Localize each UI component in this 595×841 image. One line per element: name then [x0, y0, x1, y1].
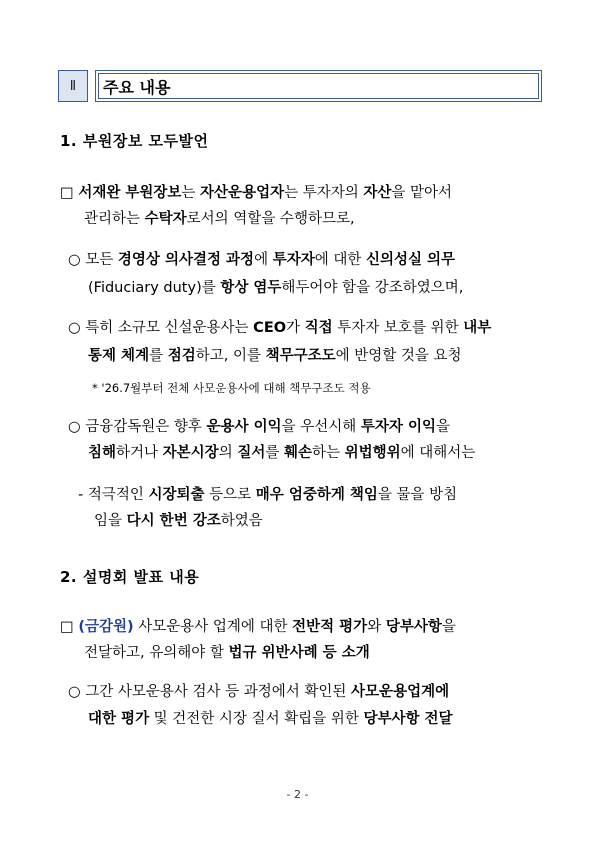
s2-p1-t1: (금감원)	[78, 619, 134, 635]
s1-p1-l2a: 관리하는	[84, 211, 145, 227]
s1-p1-t5: 자산	[363, 185, 392, 201]
s1-p4-l2b: 하거나	[116, 445, 163, 461]
s1-p3-t3: 가	[286, 320, 305, 336]
s1-p2-l2b: 항상 염두	[220, 280, 282, 296]
s1-p4-l2c: 자본시장	[162, 445, 219, 461]
s1-p2-t1: 모든	[85, 252, 118, 268]
s1-p4-t2: 운용사 이익	[206, 419, 282, 435]
s1-p5-l2b: 다시 한번 강조	[126, 513, 221, 529]
s1-p3-line2	[88, 341, 548, 371]
section-title: 주요 내용	[98, 73, 539, 99]
s1-p1-t1: 서재완 부원장보	[78, 185, 182, 201]
s1-p3-t6: 내부	[463, 320, 492, 336]
circle-bullet: ○	[68, 320, 81, 336]
page-number: - 2 -	[286, 788, 309, 801]
s2-p2	[68, 677, 548, 707]
s2-p2-line2	[88, 704, 548, 734]
s1-p5-t5: 을 물을 방침	[377, 487, 458, 503]
s1-p2-t5: 에 대한	[314, 252, 366, 268]
s1-p2	[68, 245, 548, 275]
s1-p4-l2j: 에 대해서는	[400, 445, 476, 461]
s1-p3-t4: 직접	[304, 320, 333, 336]
s2-p2-t1: 그간 사모운용사 검사 등 과정에서 확인된	[85, 684, 352, 700]
s1-p1-t2: 는	[181, 185, 201, 201]
s1-p5-t3: 등으로	[204, 487, 256, 503]
s1-p3-l2f: 에 반영할 것을 요청	[335, 348, 462, 364]
s1-p2-t2: 경영상 의사결정 과정	[117, 252, 255, 268]
s1-p1-t6: 을 맡아서	[391, 185, 453, 201]
s2-p1-t6: 을	[441, 619, 456, 635]
circle-bullet: ○	[68, 684, 81, 700]
s1-p4-line2	[88, 438, 548, 468]
s2-p1-l2a: 전달하고, 유의해야 할	[84, 645, 229, 661]
s1-p4-l2f: 를	[265, 445, 284, 461]
heading-1: 1. 부원장보 모두발언	[60, 132, 209, 150]
s1-p4-t5: 을	[436, 419, 451, 435]
circle-bullet: ○	[68, 252, 81, 268]
s1-p5-t4: 매우 엄중하게 책임	[255, 487, 378, 503]
s2-p2-l2a: 대한 평가	[88, 711, 150, 727]
s1-p1-l2c: 로서의 역할을 수행하므로,	[186, 211, 355, 227]
s1-p1-t4: 는 투자자의	[284, 185, 364, 201]
s2-p2-l2c: 당부사항 전달	[363, 711, 453, 727]
section-title-box	[95, 70, 542, 102]
s1-p4-t3: 을 우선시해	[281, 419, 361, 435]
s2-p1-t4: 와	[367, 619, 386, 635]
s1-p2-l2c: 해두어야 함을 강조하였으며,	[281, 280, 464, 296]
s1-p3-l2b: 를	[149, 348, 168, 364]
section-number-box: Ⅱ	[58, 70, 88, 102]
s1-p5-t2: 시장퇴출	[148, 487, 205, 503]
s1-p3-t2: CEO	[253, 320, 287, 336]
s2-p1-t5: 당부사항	[385, 619, 442, 635]
s2-p2-l2b: 및 건전한 시장 질서 확립을 위한	[149, 711, 364, 727]
s2-p1-l2b: 법규 위반사례 등 소개	[228, 645, 370, 661]
s1-p3	[68, 313, 548, 343]
s1-p3-l2a: 통제 체계	[88, 348, 150, 364]
s1-p5-l2c: 하였음	[220, 513, 263, 529]
s2-p1-t2: 사모운용사 업계에 대한	[133, 619, 293, 635]
s1-p5-t1: 적극적인	[87, 487, 149, 503]
s1-p5-l2a: 임을	[94, 513, 127, 529]
footnote: * '26.7월부터 전체 사모운용사에 대해 책무구조도 적용	[92, 381, 371, 395]
s2-p2-t2: 사모운용업계에	[351, 684, 450, 700]
s1-p3-l2c: 점검	[167, 348, 196, 364]
s1-p2-l2a: (Fiduciary duty)를	[88, 280, 221, 296]
s1-p4-l2a: 침해	[88, 445, 117, 461]
s1-p2-t3: 에	[254, 252, 273, 268]
s1-p2-t4: 투자자	[272, 252, 315, 268]
s1-p2-t6: 신의성실 의무	[365, 252, 456, 268]
s1-p1-line2	[84, 204, 554, 234]
square-bullet: □	[60, 619, 74, 635]
s2-p1-line2	[84, 638, 554, 668]
dash-bullet: -	[78, 487, 84, 503]
s1-p3-t1: 특히 소규모 신설운용사는	[85, 320, 254, 336]
s1-p4-l2e: 질서	[237, 445, 266, 461]
square-bullet: □	[60, 185, 74, 201]
heading-2: 2. 설명회 발표 내용	[60, 568, 200, 586]
section-header	[58, 70, 542, 102]
s1-p1-t3: 자산운용업자	[200, 185, 285, 201]
s1-p5-line2	[94, 506, 544, 536]
circle-bullet: ○	[68, 419, 81, 435]
s2-p1-t3: 전반적 평가	[292, 619, 368, 635]
s1-p3-t5: 투자자 보호를 위한	[332, 320, 464, 336]
s1-p4-l2i: 위법행위	[344, 445, 401, 461]
s1-p4-t4: 투자자 이익	[360, 419, 436, 435]
s1-p3-l2d: 하고, 이를	[195, 348, 266, 364]
s1-p3-l2e: 책무구조도	[265, 348, 336, 364]
s1-p4-l2g: 훼손	[283, 445, 312, 461]
s1-p2-line2	[88, 273, 548, 303]
s1-p4-l2d: 의	[218, 445, 238, 461]
s1-p4-t1: 금융감독원은 향후	[85, 419, 207, 435]
s1-p4-l2h: 하는	[311, 445, 345, 461]
s1-p1-l2b: 수탁자	[144, 211, 187, 227]
